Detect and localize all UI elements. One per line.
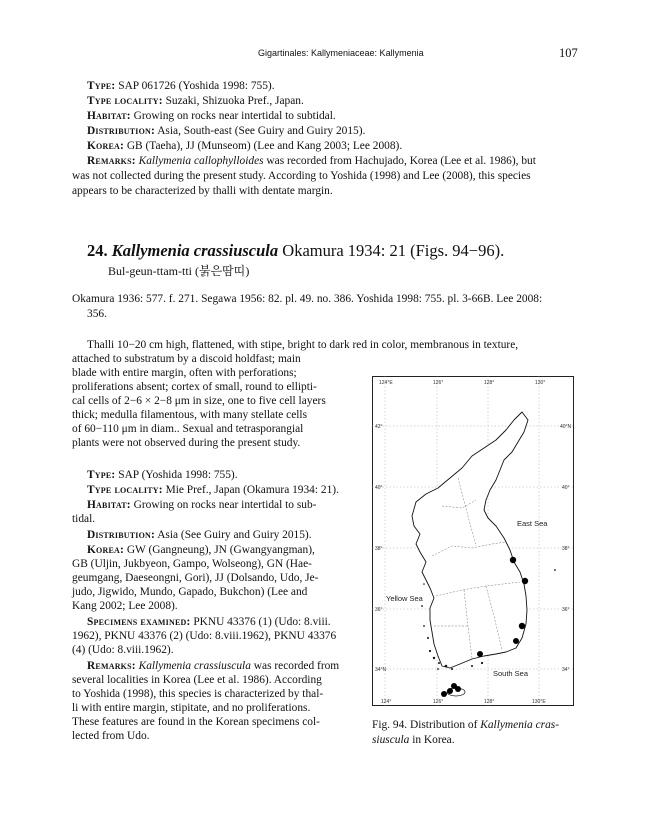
description-line5: cal cells of 2−6 × 2−8 μm in size, one to five cell layers bbox=[72, 395, 326, 407]
map-lon-top-1: 124°E bbox=[379, 380, 393, 386]
species-heading bbox=[87, 241, 587, 261]
map-svg bbox=[372, 376, 574, 706]
map-lon-top-4: 130° bbox=[535, 380, 546, 386]
habitat: Habitat: Growing on rocks near intertidal to sub- bbox=[87, 499, 317, 511]
page-number: 107 bbox=[559, 46, 578, 60]
map-lon-top-2: 126° bbox=[433, 380, 444, 386]
remarks: Remarks: Kallymenia crassiuscula was recorded from bbox=[87, 660, 340, 672]
prev-remarks-line3: appears to be characterized by thalli with dentate margin. bbox=[72, 185, 333, 197]
running-title: Gigartinales: Kallymeniaceae: Kallymenia bbox=[258, 48, 424, 58]
prev-type-locality: Type locality: Suzaki, Shizuoka Pref., Japan. bbox=[87, 95, 304, 107]
figure-caption: Fig. 94. Distribution of Kallymenia cras- siuscula in Korea. bbox=[372, 719, 560, 746]
specimens-examined: Specimens examined: PKNU 43376 (1) (Udo: 8.viii. bbox=[87, 616, 331, 628]
distribution-map bbox=[372, 376, 574, 706]
map-lat-left-3: 38° bbox=[375, 546, 383, 552]
map-lat-right-4: 36° bbox=[562, 607, 570, 613]
map-lat-right-2: 40° bbox=[562, 485, 570, 491]
prev-remarks-line1: Remarks: Kallymenia callophylloides was recorded from Hachujado, Korea (Lee et al. 1986), but bbox=[87, 155, 536, 167]
distribution: Distribution: Asia (See Guiry and Guiry 2015). bbox=[87, 529, 312, 541]
species-number: 24. bbox=[87, 241, 108, 260]
description-line3: blade with entire margin, often with perforations; bbox=[72, 367, 297, 379]
description-line1: Thalli 10−20 cm high, flattened, with stipe, bright to dark red in color, membranous in texture, bbox=[87, 339, 519, 351]
specimens-line2: 1962), PKNU 43376 (2) (Udo: 8.viii.1962), PKNU 43376 bbox=[72, 630, 337, 642]
map-lon-bottom-1: 124° bbox=[381, 699, 392, 705]
remarks-line6: lected from Udo. bbox=[72, 730, 150, 742]
type-locality: Type locality: Mie Pref., Japan (Okamura 1934: 21). bbox=[87, 484, 339, 496]
type: Type: SAP (Yoshida 1998: 755). bbox=[87, 469, 238, 481]
korea-line5: Kang 2002; Lee 2008). bbox=[72, 600, 178, 612]
map-lat-right-3: 38° bbox=[562, 546, 570, 552]
korea: Korea: GW (Gangneung), JN (Gwangyangman), bbox=[87, 544, 315, 556]
species-name: Kallymenia crassiuscula bbox=[111, 241, 279, 260]
description-line6: thick; medulla filamentous, with many stellate cells bbox=[72, 409, 308, 421]
description-line2: attached to substratum by a discoid holdfast; main bbox=[72, 353, 301, 365]
description-line7: of 60−110 μm in diam.. Sexual and tetrasporangial bbox=[72, 423, 304, 435]
map-lat-left-5: 34°N bbox=[375, 667, 387, 673]
korea-line2: GB (Uljin, Jukbyeon, Gampo, Wolseong), GN (Hae- bbox=[72, 558, 312, 570]
prev-habitat: Habitat: Growing on rocks near intertidal to subtidal. bbox=[87, 110, 336, 122]
korean-name: Bul-geun-ttam-tti (붉은땀띠) bbox=[108, 264, 250, 278]
map-lon-bottom-4: 130°E bbox=[532, 699, 546, 705]
habitat-line2: tidal. bbox=[72, 513, 96, 525]
specimens-line3: (4) (Udo: 8.viii.1962). bbox=[72, 644, 174, 656]
prev-distribution: Distribution: Asia, South-east (See Guiry and Guiry 2015). bbox=[87, 125, 366, 137]
korea-line3: geumgang, Daeseongni, Gori), JJ (Dolsando, Udo, Je- bbox=[72, 572, 319, 584]
map-lon-top-3: 128° bbox=[484, 380, 495, 386]
prev-remarks-line2: was not collected during the present study. According to Yoshida (1998) and Lee (2008), this species bbox=[72, 170, 531, 182]
map-lon-bottom-2: 126° bbox=[433, 699, 444, 705]
map-lat-left-4: 36° bbox=[375, 607, 383, 613]
south-sea-label: South Sea bbox=[493, 669, 529, 678]
description-line8: plants were not observed during the present study. bbox=[72, 437, 301, 449]
running-header bbox=[0, 46, 652, 62]
map-lat-left-2: 40° bbox=[375, 485, 383, 491]
references-line2: 356. bbox=[87, 308, 107, 320]
prev-type: Type: SAP 061726 (Yoshida 1998: 755). bbox=[87, 80, 275, 92]
remarks-line2: several localities in Korea (Lee et al. 1986). According bbox=[72, 674, 322, 686]
map-lat-left-1: 42° bbox=[375, 424, 383, 430]
remarks-line4: li with entire margin, stipitate, and no proliferations. bbox=[72, 702, 311, 714]
east-sea-label: East Sea bbox=[517, 519, 548, 528]
references-line1: Okamura 1936: 577. f. 271. Segawa 1956: 82. pl. 49. no. 386. Yoshida 1998: 755. pl. 3-66B. Lee 2008: bbox=[72, 293, 543, 305]
map-lon-bottom-3: 128° bbox=[484, 699, 495, 705]
remarks-line3: to Yoshida (1998), this species is characterized by thal- bbox=[72, 688, 324, 700]
korea-line4: judo, Jigwido, Mundo, Gapado, Bukchon) (Lee and bbox=[72, 586, 308, 598]
prev-korea: Korea: GB (Taeha), JJ (Munseom) (Lee and Kang 2003; Lee 2008). bbox=[87, 140, 403, 152]
map-lat-right-5: 34° bbox=[562, 667, 570, 673]
description-line4: proliferations absent; cortex of small, round to ellipti- bbox=[72, 381, 317, 393]
species-authority: Okamura 1934: 21 (Figs. 94−96). bbox=[282, 241, 505, 260]
yellow-sea-label: Yellow Sea bbox=[386, 594, 423, 603]
map-lat-right-1: 40°N bbox=[560, 424, 572, 430]
remarks-line5: These features are found in the Korean specimens col- bbox=[72, 716, 320, 728]
